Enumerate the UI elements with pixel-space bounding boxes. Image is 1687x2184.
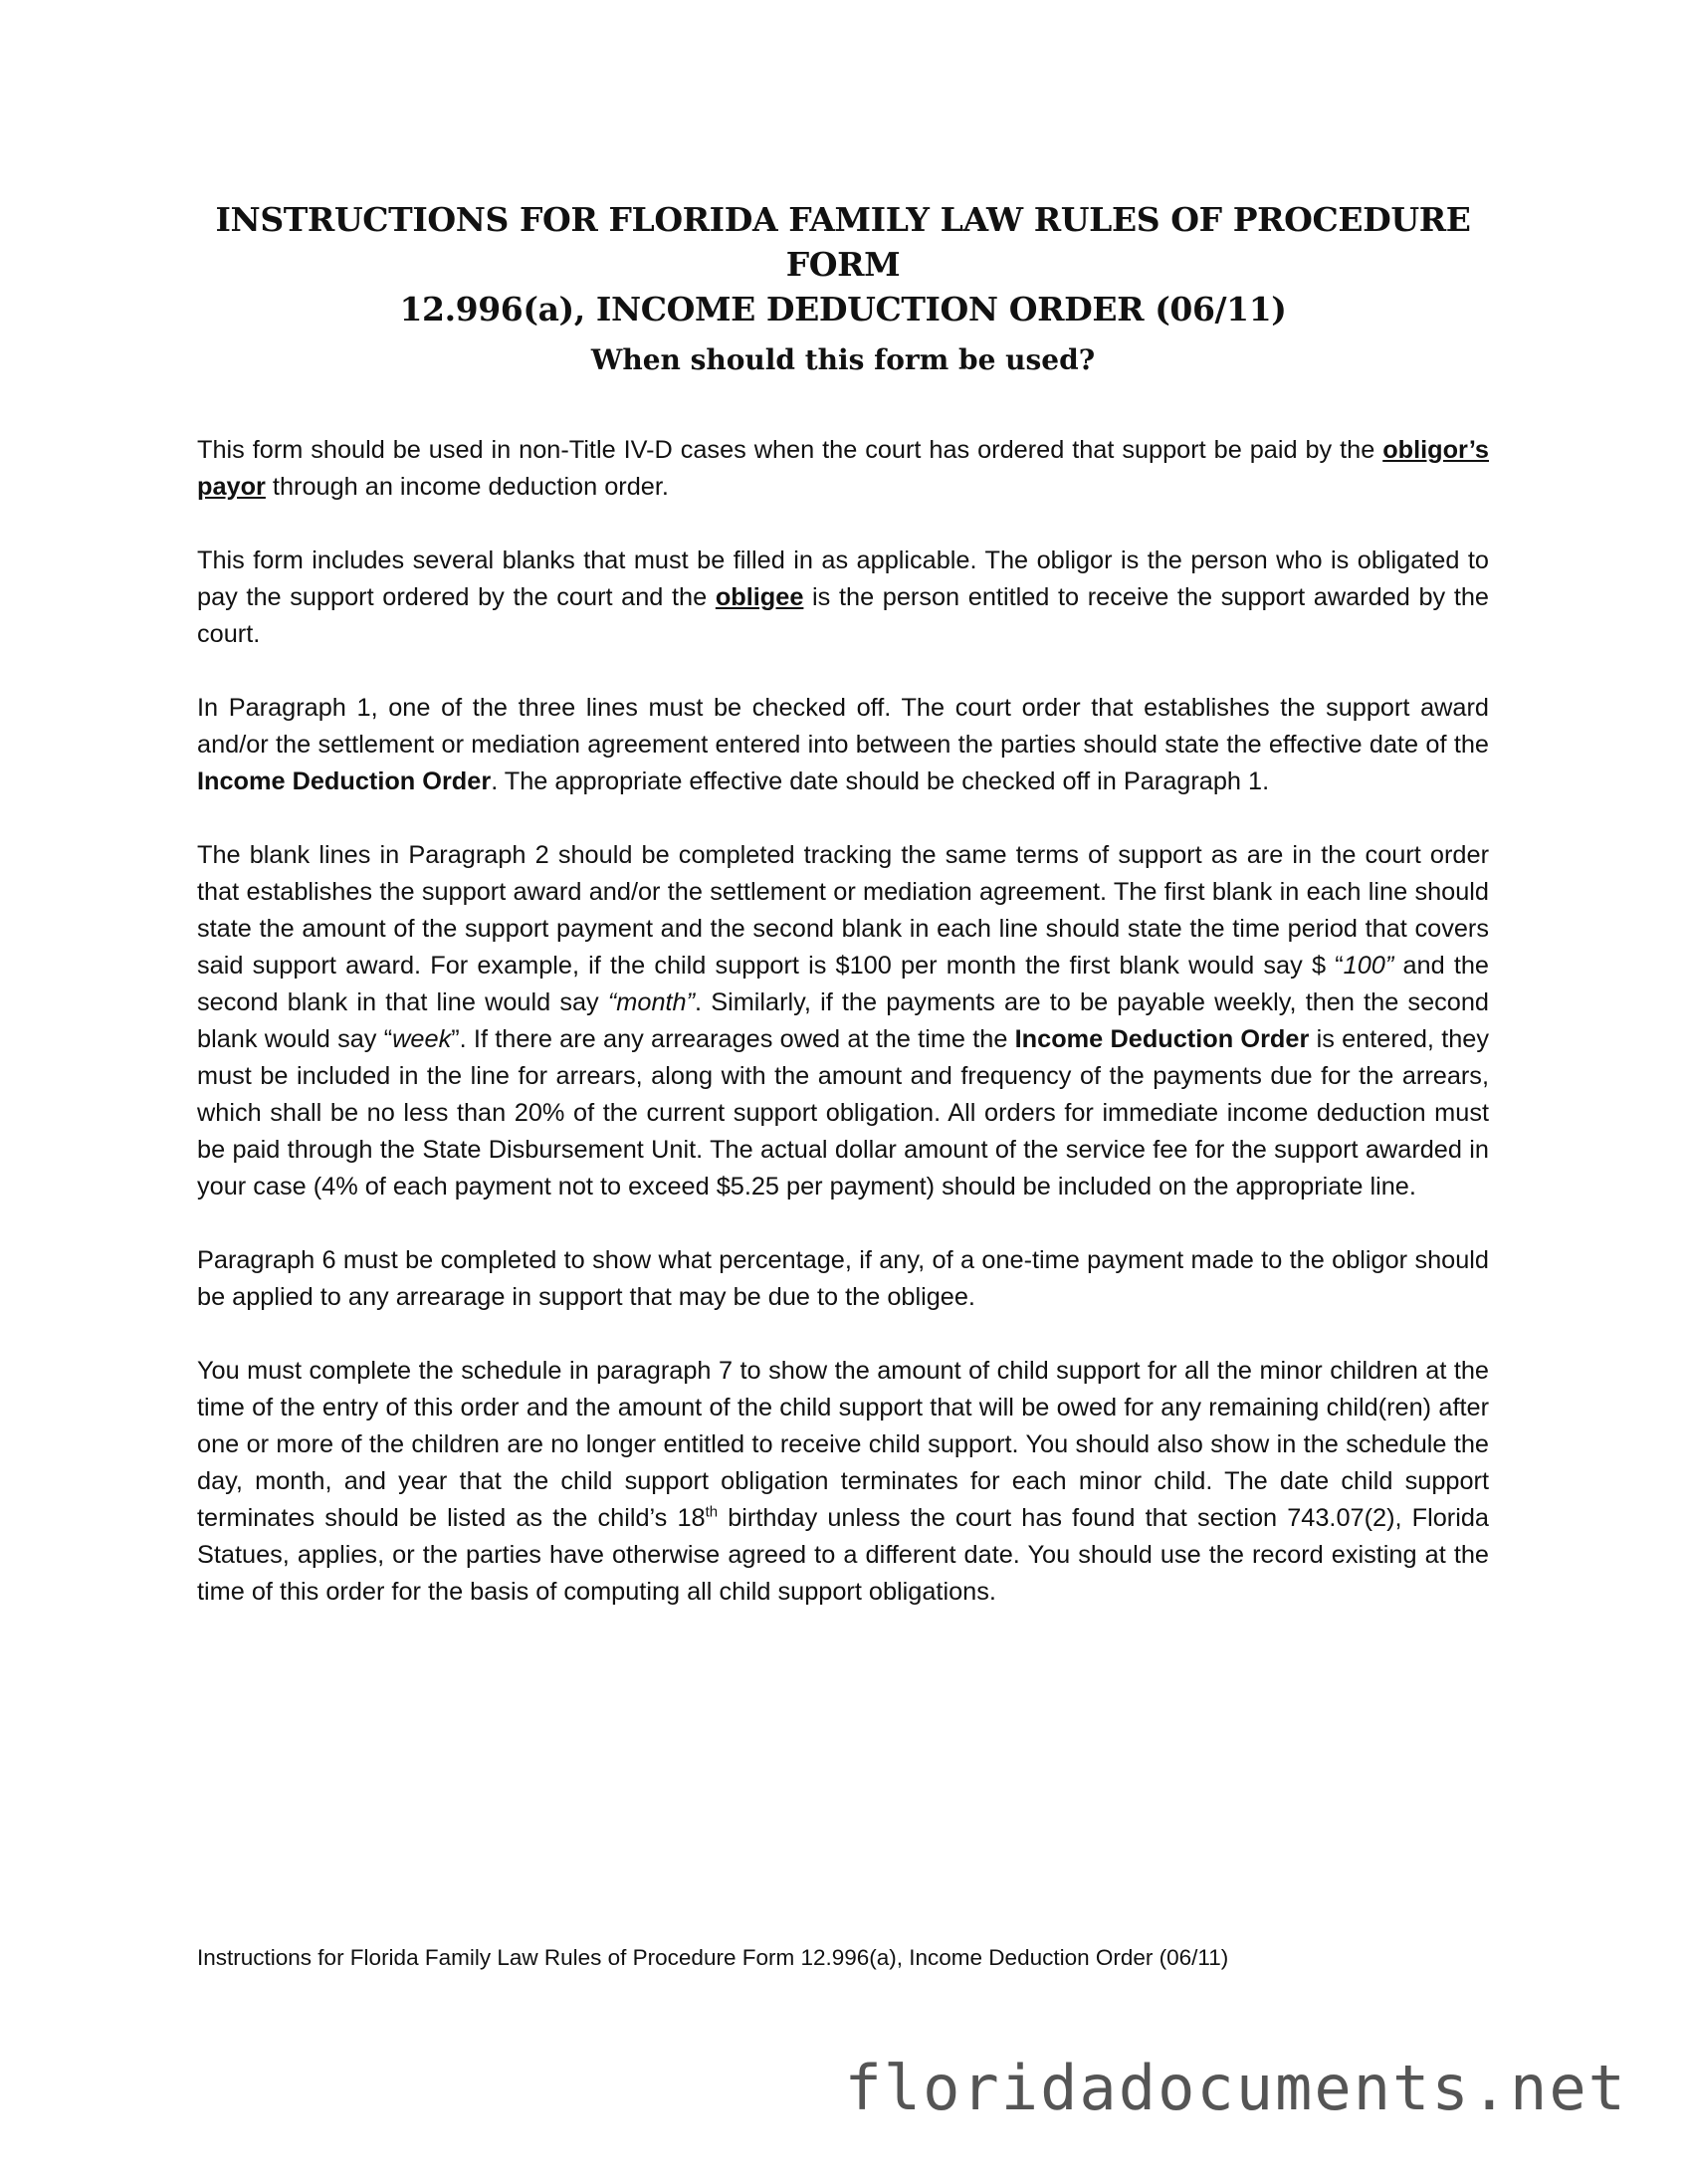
superscript-th: th [705, 1503, 719, 1521]
page-footer: Instructions for Florida Family Law Rules of Procedure Form 12.996(a), Income Deduction Order (06/11) [197, 1945, 1229, 1970]
paragraph-3 [197, 690, 1489, 800]
p4-text-a: The blank lines in Paragraph 2 should be completed tracking the same terms of support as are in the court order that establishes the support award and/or the settlement or mediation agreement. The first blank in each line should state the amount of the support payment and the second blank in each line should state the time period that covers said support award. For example, if the child support is $100 per month the first blank would say $ “ [197, 841, 1489, 980]
paragraph-1 [197, 432, 1489, 506]
p4-text-d: ”. If there are any arrearages owed at the time the [451, 1025, 1015, 1053]
p4-text-b: and the second blank in that line would say [197, 952, 1489, 1016]
p6-text-b: birthday unless the court has found that section 743.07(2), Florida Statues, applies, or the parties have otherwise agreed to a different date. You should use the record existing at the time of this order for the basis of computing all child support obligations. [197, 1504, 1489, 1606]
example-100: 100” [1343, 952, 1394, 980]
p4-text-c: . Similarly, if the payments are to be payable weekly, then the second blank would say “ [197, 988, 1489, 1053]
title-line-2: 12.996(a), INCOME DEDUCTION ORDER (06/11) [399, 290, 1287, 328]
example-week: week [392, 1025, 452, 1053]
p4-text-e: is entered, they must be included in the line for arrears, along with the amount and frequency of the payments due for the arrears, which shall be no less than 20% of the current support obligation. All orders for immediate income deduction must be paid through the State Disbursement Unit. The actual dollar amount of the service fee for the support awarded in your case (4% of each payment not to exceed $5.25 per payment) should be included on the appropriate line. [197, 1025, 1490, 1201]
term-income-deduction-order: Income Deduction Order [197, 767, 492, 795]
instructions-body [197, 432, 1489, 1611]
paragraph-6 [197, 1353, 1489, 1611]
p1-text-b: through an income deduction order. [265, 473, 669, 501]
term-obligors: obligor’s [1382, 436, 1489, 464]
p6-text-a: You must complete the schedule in paragraph 7 to show the amount of child support for all the minor children at the time of the entry of this order and the amount of the child support that will be owed for any remaining child(ren) after one or more of the children are no longer entitled to receive child support. You should also show in the schedule the day, month, and year that the child support obligation terminates for each minor child. The date child support terminates should be listed as the child’s 18 [197, 1357, 1489, 1532]
page-title [159, 197, 1527, 331]
section-heading: When should this form be used? [590, 343, 1096, 376]
term-payor: payor [197, 473, 266, 501]
paragraph-5: Paragraph 6 must be completed to show what percentage, if any, of a one-time payment made to the obligor should be applied to any arrearage in support that may be due to the obligee. [197, 1246, 1489, 1311]
p3-text-a: In Paragraph 1, one of the three lines must be checked off. The court order that establishes the support award and/or the settlement or mediation agreement entered into between the parties should state the effective date of the [197, 694, 1489, 759]
p2-text-b: is the person entitled to receive the support awarded by the court. [197, 583, 1489, 648]
example-month: “month” [607, 988, 696, 1016]
p2-text-a: This form includes several blanks that must be filled in as applicable. The obligor is the person who is obligated to pay the support ordered by the court and the [197, 546, 1489, 611]
watermark: floridadocuments.net [844, 2052, 1627, 2124]
paragraph-4 [197, 837, 1489, 1205]
p3-text-b: . The appropriate effective date should be checked off in Paragraph 1. [491, 767, 1270, 795]
p1-text-a: This form should be used in non-Title IV-D cases when the court has ordered that support be paid by the [197, 436, 1383, 464]
paragraph-2 [197, 543, 1489, 653]
term-income-deduction-order-2: Income Deduction Order [1014, 1025, 1310, 1053]
term-obligee: obligee [715, 583, 804, 611]
title-line-1: INSTRUCTIONS FOR FLORIDA FAMILY LAW RULES OF PROCEDURE FORM [215, 200, 1471, 284]
